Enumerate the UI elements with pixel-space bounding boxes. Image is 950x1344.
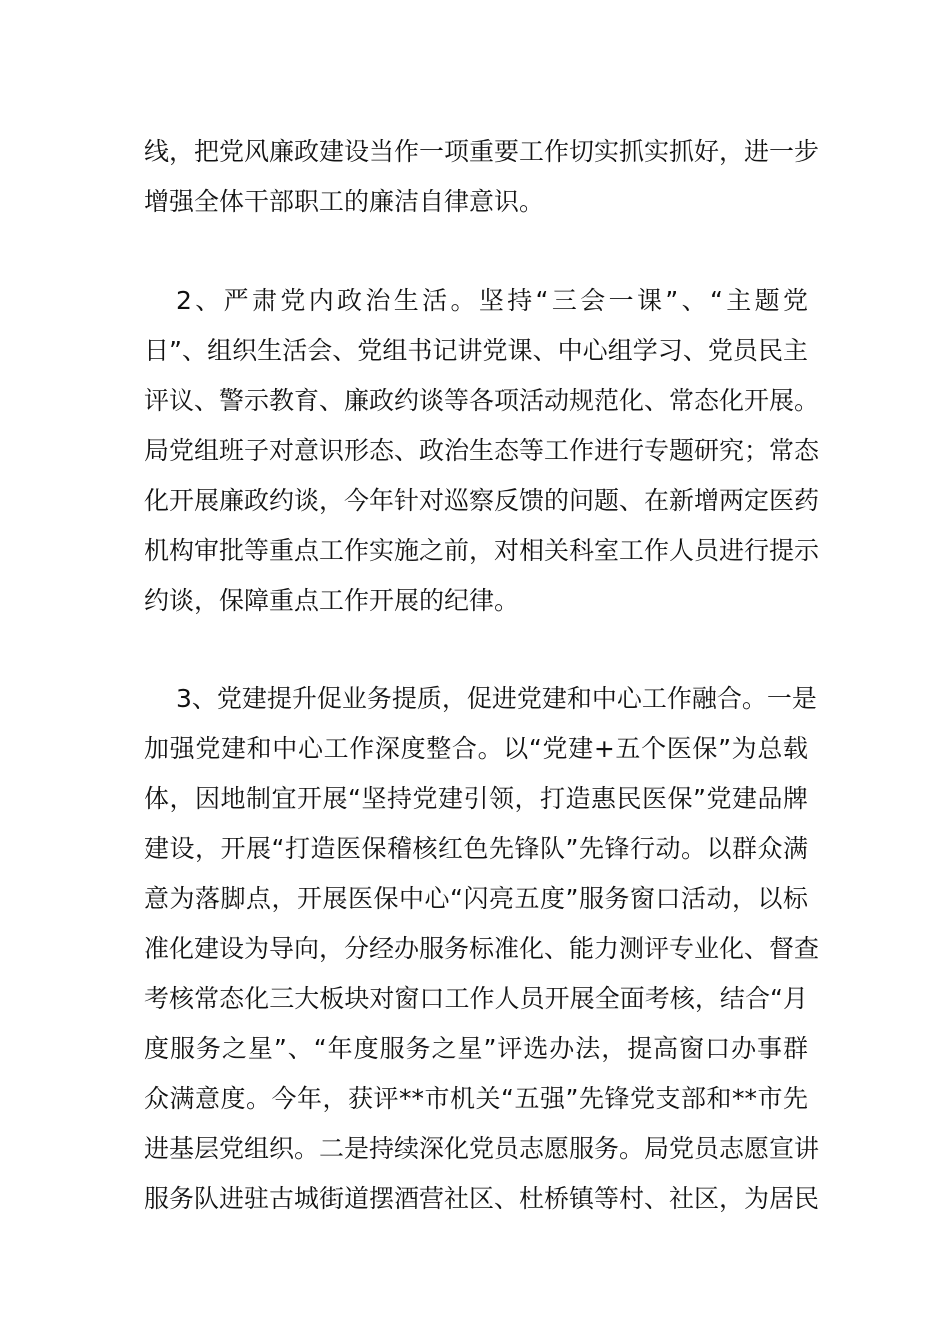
paragraph-line: 日”、组织生活会、党组书记讲党课、中心组学习、党员民主 xyxy=(144,336,808,365)
paragraph-line: 线，把党风廉政建设当作一项重要工作切实抓实抓好，进一步 xyxy=(144,137,820,166)
paragraph-line: 服务队进驻古城街道摆酒营社区、杜桥镇等村、社区，为居民 xyxy=(144,1184,820,1213)
paragraph-line: 众满意度。今年，获评**市机关“五强”先锋党支部和**市先 xyxy=(144,1084,808,1113)
paragraph-line: 准化建设为导向，分经办服务标准化、能力测评专业化、督查 xyxy=(144,934,820,963)
paragraph-line: 进基层党组织。二是持续深化党员志愿服务。局党员志愿宣讲 xyxy=(144,1134,820,1163)
paragraph-line: 意为落脚点，开展医保中心“闪亮五度”服务窗口活动，以标 xyxy=(144,884,808,913)
paragraph-line: 约谈，保障重点工作开展的纪律。 xyxy=(144,586,520,615)
paragraph-line: 体，因地制宜开展“坚持党建引领，打造惠民医保”党建品牌 xyxy=(144,784,808,813)
paragraph-line: 考核常态化三大板块对窗口工作人员开展全面考核，结合“月 xyxy=(144,984,808,1013)
paragraph-line: 度服务之星”、“年度服务之星”评选办法，提高窗口办事群 xyxy=(144,1034,808,1063)
paragraph-line: 化开展廉政约谈，今年针对巡察反馈的问题、在新增两定医药 xyxy=(144,486,820,515)
paragraph-heading-line: 2、严肃党内政治生活。坚持“三会一课”、“主题党 xyxy=(176,286,808,315)
paragraph-line: 局党组班子对意识形态、政治生态等工作进行专题研究；常态 xyxy=(144,436,820,465)
paragraph-line: 建设，开展“打造医保稽核红色先锋队”先锋行动。以群众满 xyxy=(144,834,808,863)
paragraph-line: 评议、警示教育、廉政约谈等各项活动规范化、常态化开展。 xyxy=(144,386,820,415)
paragraph-line: 加强党建和中心工作深度整合。以“党建+五个医保”为总载 xyxy=(144,734,808,763)
paragraph-line: 机构审批等重点工作实施之前，对相关科室工作人员进行提示 xyxy=(144,536,820,565)
paragraph-line: 增强全体干部职工的廉洁自律意识。 xyxy=(144,187,545,216)
paragraph-heading-line: 3、党建提升促业务提质，促进党建和中心工作融合。一是 xyxy=(176,684,817,713)
